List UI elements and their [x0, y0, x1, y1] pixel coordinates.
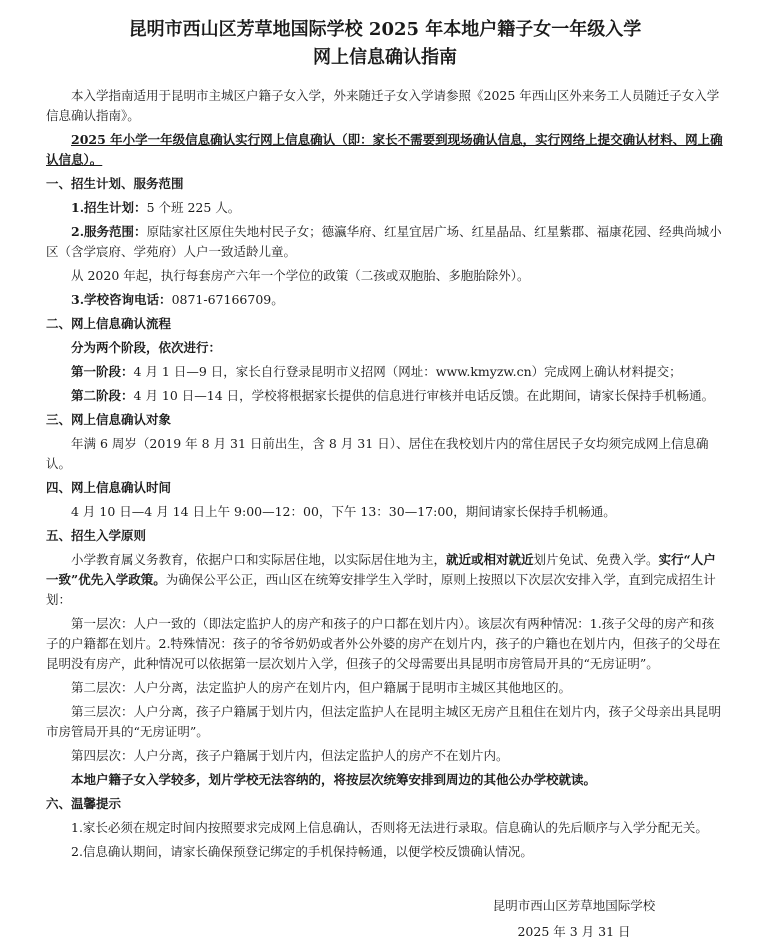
- stage-1: [46, 362, 724, 382]
- stages-intro: 分为两个阶段，依次进行：: [71, 340, 222, 355]
- stage-2: [46, 386, 724, 406]
- tier-3: 第三层次：人户分离，孩子户籍属于划片内，但法定监护人在昆明主城区无房产且租住在划片内，孩子父母亲出具昆明市房管局开具的“无房证明”。: [46, 704, 722, 739]
- housing-policy: 从 2020 年起，执行每套房产六年一个学位的政策（二孩或双胞胎、多胞胎除外）。: [71, 268, 530, 283]
- school-phone: [46, 290, 724, 310]
- principles-paragraph: [46, 550, 724, 610]
- confirmation-time-text: 4 月 10 日—4 月 14 日上午 9:00—12：00，下午 13：30—17:00，期间请家长保持手机畅通。: [71, 504, 616, 519]
- service-scope-text: 原陆家社区原住失地村民子女；德瀛华府、红星宜居广场、红星晶品、红星紫郡、福康花园、经典尚城小区（含学宸府、学苑府）人户一致适龄儿童。: [46, 224, 722, 259]
- tip-1: 1.家长必须在规定时间内按照要求完成网上信息确认，否则将无法进行录取。信息确认的先后顺序与入学分配无关。: [71, 820, 708, 835]
- service-scope: [46, 222, 724, 262]
- principles-text-b: 就近或相对就近: [446, 552, 534, 567]
- stage-1-text: 4 月 1 日—9 日，家长自行登录昆明市义招网（网址：www.kmyzw.cn）完成网上确认材料提交；: [133, 364, 682, 379]
- section-4-heading: 四、网上信息确认时间: [46, 480, 172, 495]
- principles-text-e: 为确保公平公正，西山区在统筹安排学生入学时，原则上按照以下次层次安排入学，直到完成招生计划：: [46, 572, 716, 607]
- title-line-1: 昆明市西山区芳草地国际学校 2025 年本地户籍子女一年级入学: [128, 19, 642, 40]
- service-scope-label: 2.服务范围：: [71, 224, 147, 239]
- intro-paragraph: 本入学指南适用于昆明市主城区户籍子女入学，外来随迁子女入学请参照《2025 年西山区外来务工人员随迁子女入学信息确认指南》。: [46, 88, 720, 123]
- principles-text-a: 小学教育属义务教育，依据户口和实际居住地，以实际居住地为主，: [71, 552, 447, 567]
- tier-2: 第二层次：人户分离，法定监护人的房产在划片内，但户籍属于昆明市主城区其他地区的。: [71, 680, 572, 695]
- enrollment-plan-text: 5 个班 225 人。: [146, 200, 241, 215]
- section-3-heading: 三、网上信息确认对象: [46, 412, 172, 427]
- section-5-heading: 五、招生入学原则: [46, 528, 147, 543]
- enrollment-plan: [46, 198, 724, 218]
- principles-text-c: 划片免试、免费入学。: [533, 552, 659, 567]
- signature-school: 昆明市西山区芳草地国际学校: [492, 898, 656, 913]
- section-6-heading: 六、温馨提示: [46, 796, 122, 811]
- signature-date: 2025 年 3 月 31 日: [517, 924, 631, 939]
- online-confirmation-notice: 2025 年小学一年级信息确认实行网上信息确认（即：家长不需要到现场确认信息，实行网络上提交确认材料、网上确认信息）。: [46, 132, 723, 167]
- section-1-heading: 一、招生计划、服务范围: [46, 176, 184, 191]
- stage-2-text: 4 月 10 日—14 日，学校将根据家长提供的信息进行审核并电话反馈。在此期间，请家长保持手机畅通。: [133, 388, 715, 403]
- tip-2: 2.信息确认期间，请家长确保预登记绑定的手机保持畅通，以便学校反馈确认情况。: [71, 844, 533, 859]
- stage-1-label: 第一阶段：: [71, 364, 134, 379]
- school-phone-number: 0871-67166709。: [171, 292, 284, 307]
- school-phone-label: 3.学校咨询电话：: [71, 292, 172, 307]
- title-line-2: 网上信息确认指南: [313, 47, 457, 68]
- tier-4: 第四层次：人户分离，孩子户籍属于划片内，但法定监护人的房产不在划片内。: [71, 748, 509, 763]
- eligibility-text: 年满 6 周岁（2019 年 8 月 31 日前出生，含 8 月 31 日）、居住在我校划片内的常住居民子女均须完成网上信息确认。: [46, 436, 709, 471]
- tier-1: 第一层次：人户一致的（即法定监护人的房产和孩子的户口都在划片内）。该层次有两种情况：1.孩子父母的房产和孩子的户籍都在划片。2.特殊情况：孩子的爷爷奶奶或者外公外婆的房产在划片内，孩子的户籍也在划片内，但孩子的父母在昆明没有房产，此种情况可以依据第一层次划片入学，但孩子的父母需要出具昆明市房管局开具的“无房证明”。: [46, 616, 721, 671]
- stage-2-label: 第二阶段：: [71, 388, 134, 403]
- principles-text-d: 实行“人户一致”优先入学政策。: [46, 552, 716, 587]
- enrollment-plan-label: 1.招生计划：: [71, 200, 147, 215]
- overflow-note: 本地户籍子女入学较多，划片学校无法容纳的，将按层次统筹安排到周边的其他公办学校就读。: [71, 772, 597, 787]
- section-2-heading: 二、网上信息确认流程: [46, 316, 172, 331]
